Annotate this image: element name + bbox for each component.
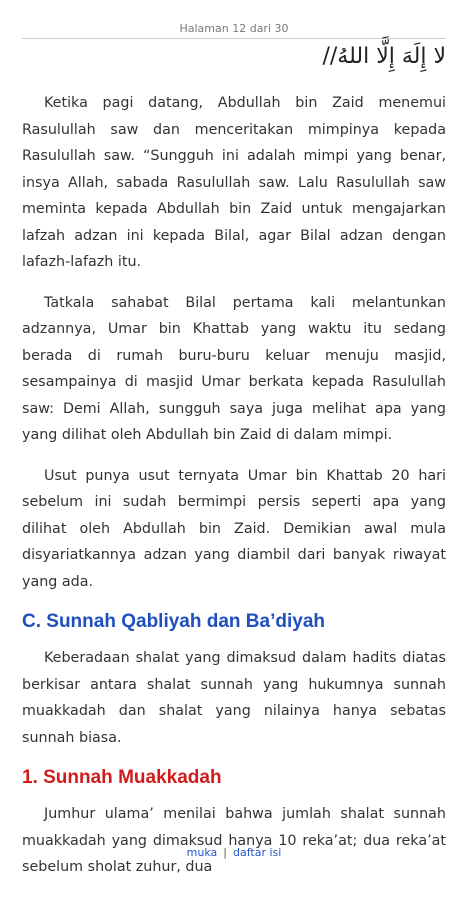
paragraph-abdullah-dream: Ketika pagi datang, Abdullah bin Zaid menemui Rasulullah saw dan menceritakan mimpinya kepada Rasulullah saw. “Sungguh ini adalah mimpi yang benar, insya Allah, sabada Rasulullah saw. Lalu Rasulullah saw meminta kepada Abdullah bin Zaid untuk mengajarkan lafzah adzan ini kepada Bilal, agar Bilal adzan dengan lafazh-lafazh itu. bbox=[22, 95, 446, 270]
home-link[interactable]: muka bbox=[186, 846, 218, 859]
footer-separator: | bbox=[223, 846, 227, 859]
page-number: Halaman 12 dari 30 bbox=[179, 22, 289, 35]
document-body bbox=[22, 90, 446, 895]
paragraph-umar-testimony: Tatkala sahabat Bilal pertama kali melantunkan adzannya, Umar bin Khattab yang waktu itu sedang berada di rumah buru-buru keluar menuju masjid, sesampainya di masjid Umar berkata kepada Rasulullah saw: Demi Allah, sungguh saya juga melihat apa yang yang dilihat oleh Abdullah bin Zaid di dalam mimpi. bbox=[22, 294, 446, 443]
section-heading-sunnah-qabliyah: C. Sunnah Qabliyah dan Ba’diyah bbox=[22, 611, 325, 632]
arabic-calligraphy: لا إِلَهَ إِلَّا اللهُ// bbox=[322, 44, 446, 69]
paragraph-adzan-origin: Usut punya usut ternyata Umar bin Khattab 20 hari sebelum ini sudah bermimpi persis seperti apa yang dilihat oleh Abdullah bin Zaid. Demikian awal mula disyariatkannya adzan yang diambil dari banyak riwayat yang ada. bbox=[22, 467, 446, 590]
subsection-heading-sunnah-muakkadah: 1. Sunnah Muakkadah bbox=[22, 767, 222, 788]
page-header bbox=[0, 0, 468, 38]
table-of-contents-link[interactable]: daftar isi bbox=[233, 846, 282, 859]
paragraph-sunnah-overview: Keberadaan shalat yang dimaksud dalam hadits diatas berkisar antara shalat sunnah yang hukumnya sunnah muakkadah dan shalat yang nilainya hanya sebatas sunnah biasa. bbox=[22, 650, 446, 746]
paragraph-jumhur-ulama: Jumhur ulama’ menilai bahwa jumlah shalat sunnah muakkadah yang dimaksud hanya 10 reka’at; dua reka’at sebelum sholat zuhur, dua bbox=[22, 806, 446, 875]
page-footer bbox=[0, 846, 468, 859]
header-divider bbox=[22, 38, 446, 39]
